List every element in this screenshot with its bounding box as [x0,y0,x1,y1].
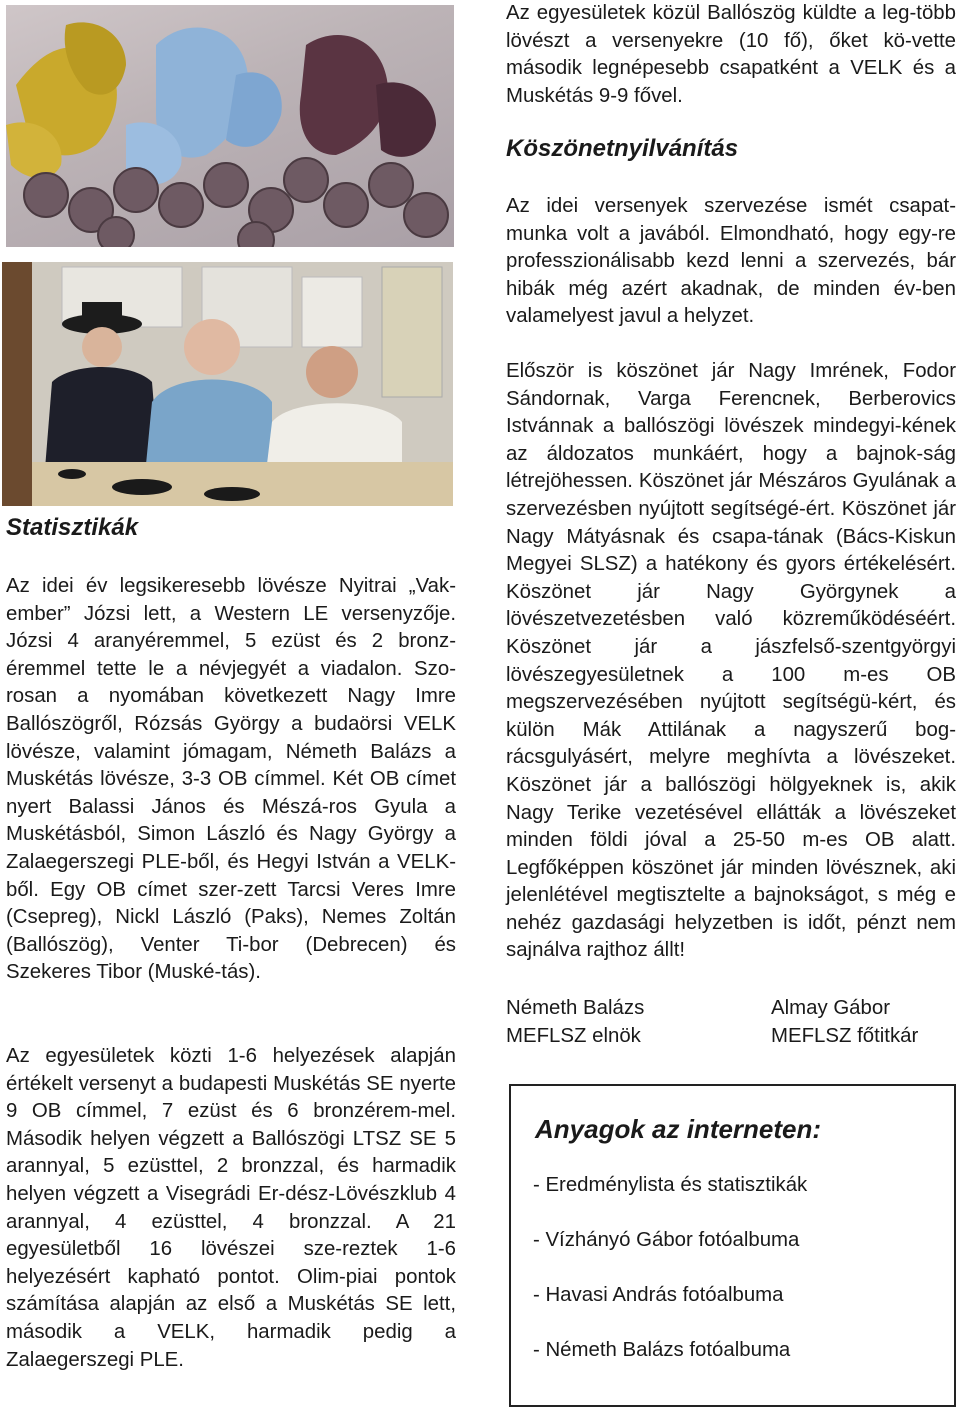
thanks-paragraph-1: Az idei versenyek szervezése ismét csapat-munka volt a javából. Elmondható, hogy egy-re professzionálisabb kezd lenni a szervezés, bár hibák még azért akadnak, de minden év-ben valamelyest javul a helyzet. [506,195,956,328]
medals-photo [6,5,454,247]
thanks-paragraph-2: Először is köszönet jár Nagy Imrének, Fodor Sándornak, Varga Ferencnek, Berberovics Istvánnak a ballószögi lövészek mindegyi-kének az áldozatos munkáért, hogy a bajnok-ság létrejöhessen. Köszönet jár Mészáros Gyulának a szervezésben nyújtott segítségé-ért. Köszönet jár Nagy Mátyásnak és csapa-tának (Bács-Kiskun Megyei SLSZ) a hatékony és gyors értékelésért. Köszönet jár Nagy Györgynek a lövészetvezetésben való közreműködéséért. Köszönet jár a jászfelső-szentgyörgyi lövészegyesületnek a 100 m-es OB megszervezésében nyújtott segítségü-kért, és külön Mák Attilának a nagyszerű bog-rácsgulyásért, melyre meghívta a lövészeket. Köszönet jár a ballószögi hölgyeknek is, akik Nagy Terike vezetésével ellátták a lövészeket minden földi jóval a 25-50 m-es OB alatt. Legfőképpen köszönet jár minden lövésznek, aki jelenlétével megtisztelte a bajnokságot, s még e nehéz gazdasági helyzetben is időt, pénzt nem sajnálva rajthoz állt! [506,360,956,962]
people-photo [2,262,453,506]
medals-illustration [6,5,454,247]
links-box [509,1084,956,1407]
stats-paragraph-1-wrap [6,573,456,987]
signature-1-role: MEFLSZ elnök [506,1025,641,1047]
link-nemeth-album[interactable]: - Németh Balázs fotóalbuma [533,1339,791,1361]
signature-2 [771,994,918,1050]
people-illustration [2,262,453,506]
link-results[interactable]: - Eredménylista és statisztikák [533,1174,808,1196]
link-havasi-album[interactable]: - Havasi András fotóalbuma [533,1284,784,1306]
link-vizhanyo-album[interactable]: - Vízhányó Gábor fotóalbuma [533,1229,800,1251]
intro-wrap [506,0,956,110]
thanks-heading: Köszönetnyilvánítás [506,135,739,162]
signature-1-name: Németh Balázs [506,997,645,1019]
intro-paragraph: Az egyesületek közül Ballószög küldte a leg-több lövészt a versenyekre (10 fő), őket kö-vette második legnépesebb csapatként a VELK és a Muskétás 9-9 fővel. [506,2,956,107]
signature-1 [506,994,644,1050]
stats-paragraph-2: Az egyesületek közti 1-6 helyezések alapján értékelt versenyt a budapesti Muskétás SE nyerte 9 OB címmel, 7 ezüst és 6 bronzérem-mel. Második helyen végzett a Ballószögi LTSZ SE 5 arannyal, 5 ezüsttel, 2 bronzzal, és harmadik helyen végzett a Visegrádi Er-dész-Lövészklub 4 arannyal, 4 ezüsttel, 4 bronzzal. A 21 egyesületből 16 lövészei sze-reztek 1-6 helyezésért kapható pontot. Olim-piai pontok számítása alapján az első a Muskétás SE lett, második a VELK, harmadik pedig a Zalaegerszegi PLE. [6,1045,456,1371]
stats-section [6,514,456,542]
stats-paragraph-1: Az idei év legsikeresebb lövésze Nyitrai „Vak-ember” Józsi lett, a Western LE versenyzője. Józsi 4 aranyéremmel, 5 ezüst és 2 bronz-éremmel tette le a névjegyét a viadalon. Szo-rosan a nyomában következett Nagy Imre Ballószögről, Rózsás György a budaörsi VELK lövésze, valamint jómagam, Németh Balázs a Muskétás lövésze, 3-3 OB címmel. Két OB címet nyert Balassi János és Mészá-ros Gyula a Muskétásból, Simon László és Nagy György a Zalaegerszegi PLE-ből, és Hegyi István a VELK-ből. Egy OB címet szer-zett Tarcsi Veres Imre (Csepreg), Nickl László (Paks), Nemes Zoltán (Ballószög), Venter Ti-bor (Debrecen) és Szekeres Tibor (Muské-tás). [6,575,456,984]
stats-paragraph-2-wrap [6,1043,456,1374]
thanks-heading-wrap [506,135,956,163]
signature-2-role: MEFLSZ főtitkár [771,1025,919,1047]
signature-2-name: Almay Gábor [771,997,890,1019]
thanks-p2-wrap [506,358,956,965]
links-heading: Anyagok az interneten: [535,1114,822,1144]
stats-heading: Statisztikák [6,514,139,541]
thanks-p1-wrap [506,193,956,331]
